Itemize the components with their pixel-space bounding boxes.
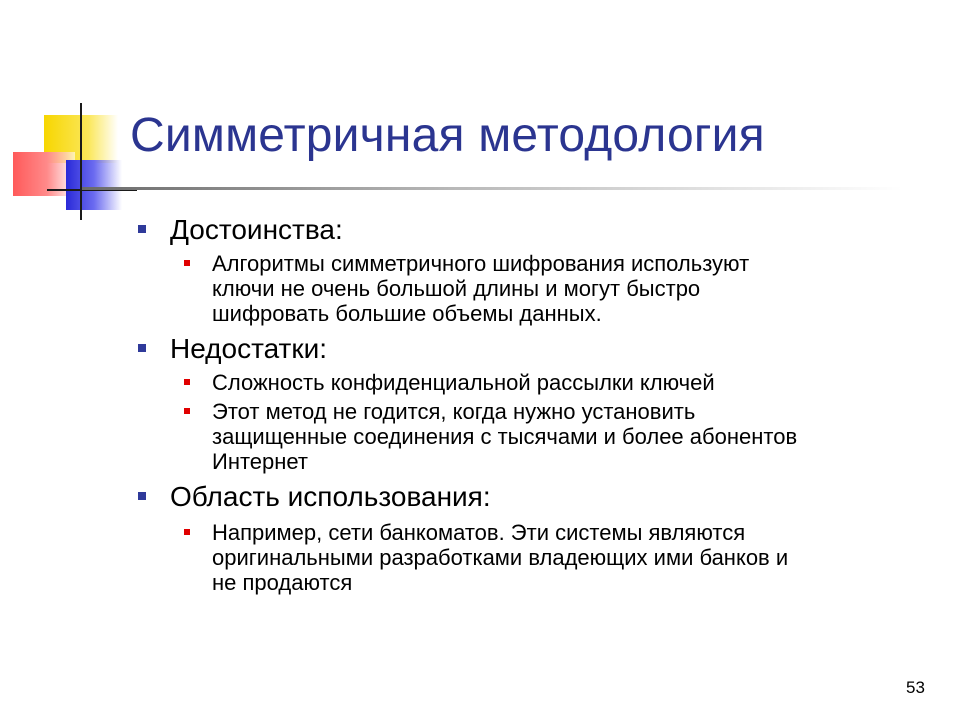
list-item bbox=[212, 370, 932, 395]
list-item bbox=[212, 251, 932, 326]
list-item-line: оригинальными разработками владеющих ими банков и bbox=[212, 545, 789, 570]
section-heading: Недостатки: bbox=[170, 333, 328, 364]
slide-title: Симметричная методология bbox=[130, 109, 765, 162]
section-heading: Область использования: bbox=[170, 481, 491, 512]
l2-bullet-icon bbox=[184, 529, 190, 535]
list-item-line: не продаются bbox=[212, 570, 353, 595]
l2-bullet-icon bbox=[184, 260, 190, 266]
list-item-line: Сложность конфиденциальной рассылки ключей bbox=[212, 370, 715, 395]
page-number: 53 bbox=[906, 678, 925, 697]
list-item-line: шифровать большие объемы данных. bbox=[212, 301, 602, 326]
list-item-line: ключи не очень большой длины и могут быстро bbox=[212, 276, 701, 301]
section-heading: Достоинства: bbox=[170, 214, 343, 245]
list-item-line: Интернет bbox=[212, 449, 308, 474]
list-item bbox=[212, 399, 932, 474]
list-item-line: Этот метод не годится, когда нужно установить bbox=[212, 399, 696, 424]
list-item bbox=[212, 520, 932, 595]
l1-bullet-icon bbox=[138, 492, 146, 500]
l2-bullet-icon bbox=[184, 379, 190, 385]
l2-bullet-icon bbox=[184, 408, 190, 414]
list-item-line: Например, сети банкоматов. Эти системы являются bbox=[212, 520, 746, 545]
l1-bullet-icon bbox=[138, 225, 146, 233]
l1-bullet-icon bbox=[138, 344, 146, 352]
list-item-line: Алгоритмы симметричного шифрования используют bbox=[212, 251, 750, 276]
list-item-line: защищенные соединения с тысячами и более абонентов bbox=[212, 424, 798, 449]
